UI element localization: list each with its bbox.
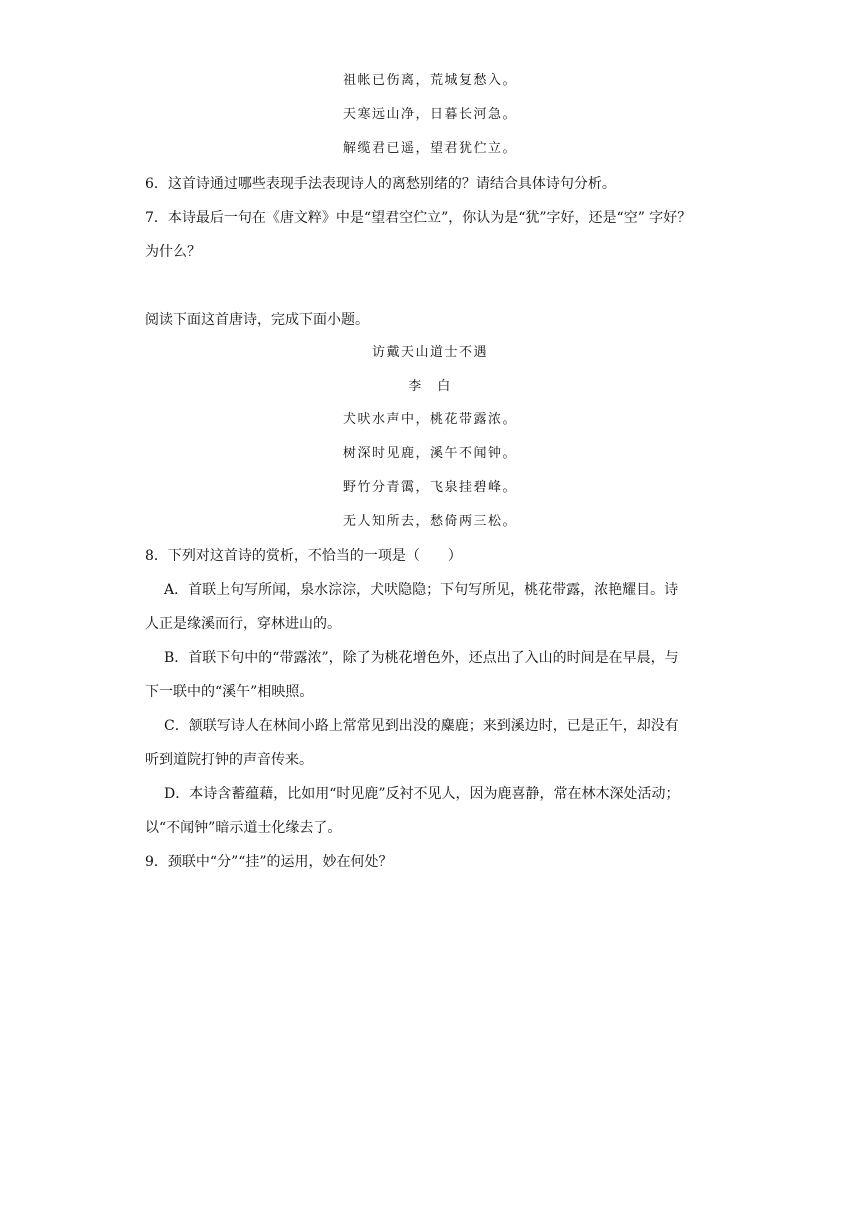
poem2-line-4: 无人知所去，愁倚两三松。 [342, 514, 517, 529]
question-6: 6．这首诗通过哪些表现手法表现诗人的离愁别绪的？请结合具体诗句分析。 [145, 176, 616, 192]
option-a-line-1: A．首联上句写所闻，泉水淙淙，犬吠隐隐；下句写所见，桃花带露，浓艳耀目。诗 [164, 582, 679, 598]
option-c-line-2: 听到道院打钟的声音传来。 [145, 752, 313, 768]
question-9: 9．颈联中“分”“挂”的运用，妙在何处？ [145, 854, 393, 870]
question-8: 8．下列对这首诗的赏析，不恰当的一项是（ ） [145, 548, 462, 564]
section-intro: 阅读下面这首唐诗，完成下面小题。 [145, 312, 369, 328]
option-d-line-1: D．本诗含蓄蕴藉，比如用“时见鹿”反衬不见人，因为鹿喜静，常在林木深处活动； [164, 786, 680, 802]
option-d-line-2: 以“不闻钟”暗示道士化缘去了。 [145, 820, 342, 836]
poem-title: 访戴天山道士不遇 [371, 345, 488, 360]
option-b-line-2: 下一联中的“溪午”相映照。 [145, 684, 314, 700]
poem2-line-3: 野竹分青霭，飞泉挂碧峰。 [342, 480, 517, 495]
poem2-line-1: 犬吠水声中，桃花带露浓。 [342, 412, 517, 427]
question-7-line-2: 为什么？ [145, 244, 201, 260]
poem1-line-1: 祖帐已伤离，荒城复愁入。 [342, 73, 517, 88]
question-7-line-1: 7．本诗最后一句在《唐文粹》中是“望君空伫立”，你认为是“犹”字好，还是“空” 字好？ [145, 210, 692, 226]
option-a-line-2: 人正是缘溪而行，穿林进山的。 [145, 616, 341, 632]
poem2-line-2: 树深时见鹿，溪午不闻钟。 [342, 446, 517, 461]
option-b-line-1: B．首联下句中的“带露浓”，除了为桃花增色外，还点出了入山的时间是在早晨，与 [164, 650, 679, 666]
poem-author: 李 白 [408, 379, 452, 394]
poem1-line-2: 天寒远山净，日暮长河急。 [342, 107, 517, 122]
poem1-line-3: 解缆君已遥，望君犹伫立。 [342, 141, 517, 156]
option-c-line-1: C．颔联写诗人在林间小路上常常见到出没的麋鹿；来到溪边时，已是正午，却没有 [164, 718, 679, 734]
